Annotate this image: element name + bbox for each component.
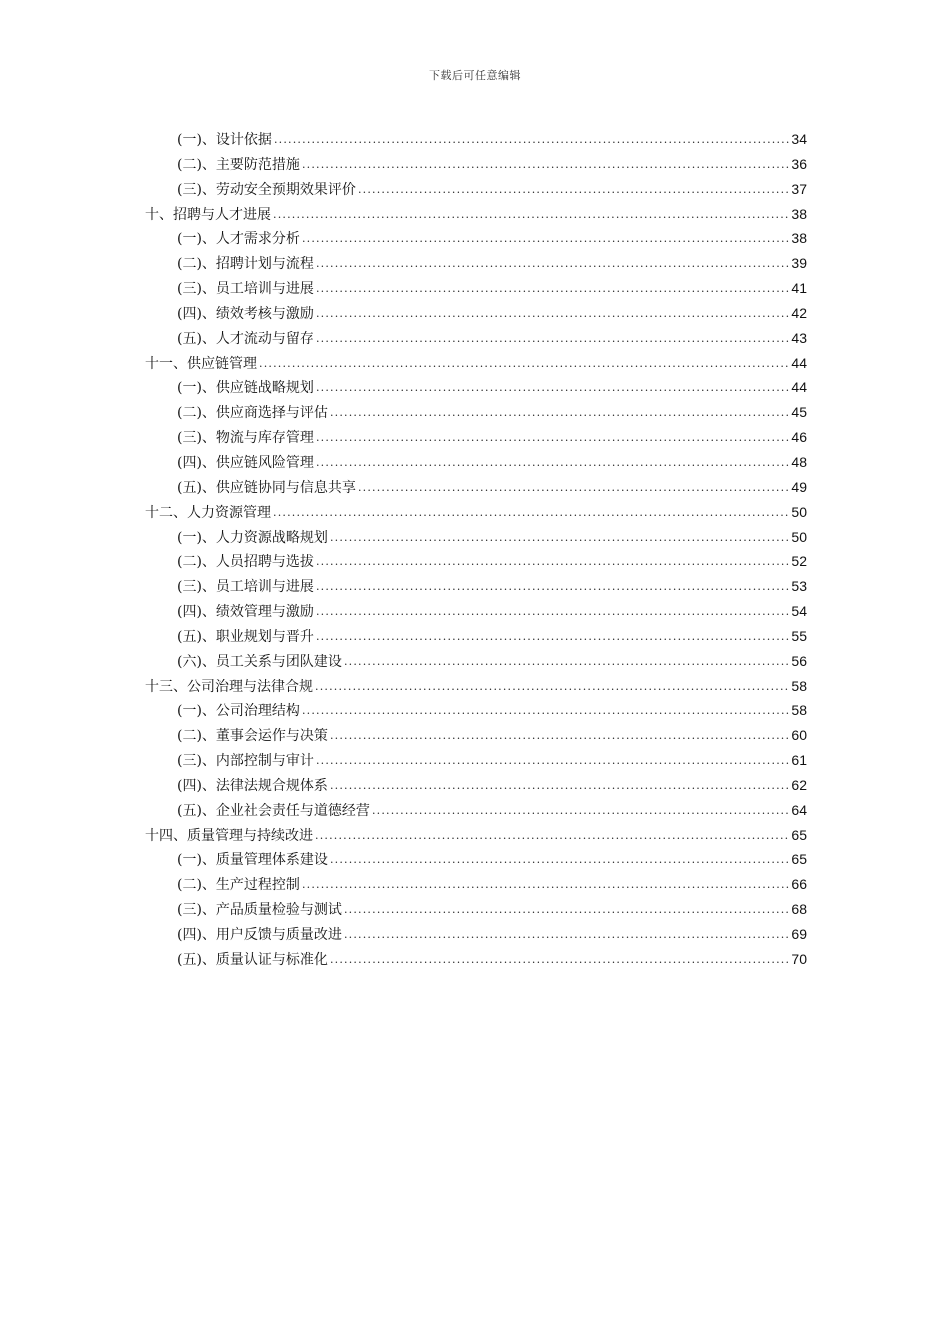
toc-section-entry[interactable]: [145, 922, 807, 947]
toc-chapter-entry[interactable]: [145, 823, 807, 848]
toc-entry-page-number: 54: [791, 603, 807, 620]
toc-entry-page-number: 41: [791, 280, 807, 297]
toc-section-entry[interactable]: [145, 251, 807, 276]
toc-dot-leader: [273, 203, 789, 228]
toc-entry-title: (二)、生产过程控制: [177, 877, 300, 894]
toc-chapter-entry[interactable]: [145, 202, 807, 227]
toc-section-entry[interactable]: [145, 276, 807, 301]
toc-dot-leader: [344, 650, 789, 675]
toc-entry-title: (五)、质量认证与标准化: [177, 951, 328, 968]
toc-entry-title: (三)、员工培训与进展: [177, 579, 314, 596]
toc-dot-leader: [372, 799, 789, 824]
toc-entry-title: (四)、绩效考核与激励: [177, 305, 314, 322]
toc-entry-page-number: 43: [791, 329, 807, 346]
toc-dot-leader: [316, 550, 789, 575]
toc-entry-title: (一)、公司治理结构: [177, 703, 300, 720]
toc-entry-page-number: 37: [791, 180, 807, 197]
toc-entry-title: (二)、主要防范措施: [177, 156, 300, 173]
toc-section-entry[interactable]: [145, 624, 807, 649]
toc-entry-title: (二)、人员招聘与选拔: [177, 554, 314, 571]
toc-section-entry[interactable]: [145, 723, 807, 748]
toc-entry-page-number: 44: [791, 354, 807, 371]
toc-chapter-entry[interactable]: [145, 500, 807, 525]
toc-dot-leader: [330, 724, 789, 749]
toc-chapter-entry[interactable]: [145, 674, 807, 699]
toc-section-entry[interactable]: [145, 177, 807, 202]
toc-dot-leader: [316, 327, 789, 352]
toc-section-entry[interactable]: [145, 152, 807, 177]
toc-section-entry[interactable]: [145, 872, 807, 897]
toc-dot-leader: [330, 401, 789, 426]
toc-entry-page-number: 49: [791, 478, 807, 495]
toc-entry-title: (四)、供应链风险管理: [177, 454, 314, 471]
toc-entry-page-number: 34: [791, 131, 807, 147]
toc-entry-title: 十四、质量管理与持续改进: [145, 827, 313, 844]
toc-section-entry[interactable]: [145, 425, 807, 450]
toc-entry-title: (五)、供应链协同与信息共享: [177, 479, 356, 496]
toc-dot-leader: [330, 848, 789, 873]
toc-dot-leader: [315, 675, 789, 700]
toc-entry-page-number: 46: [791, 429, 807, 446]
toc-entry-page-number: 38: [791, 205, 807, 222]
toc-section-entry[interactable]: [145, 127, 807, 152]
toc-entry-page-number: 50: [791, 503, 807, 520]
toc-entry-title: (四)、绩效管理与激励: [177, 604, 314, 621]
toc-dot-leader: [316, 376, 789, 401]
page-header: 下载后可任意编辑: [429, 69, 521, 82]
toc-entry-page-number: 58: [791, 702, 807, 719]
toc-section-entry[interactable]: [145, 549, 807, 574]
toc-section-entry[interactable]: [145, 847, 807, 872]
toc-dot-leader: [358, 178, 789, 203]
toc-dot-leader: [316, 625, 789, 650]
toc-entry-page-number: 42: [791, 304, 807, 321]
toc-entry-page-number: 36: [791, 155, 807, 172]
toc-entry-page-number: 60: [791, 727, 807, 744]
toc-dot-leader: [316, 575, 789, 600]
toc-dot-leader: [316, 600, 789, 625]
toc-section-entry[interactable]: [145, 773, 807, 798]
toc-dot-leader: [302, 873, 789, 898]
toc-entry-title: (二)、供应商选择与评估: [177, 405, 328, 422]
toc-entry-title: (五)、企业社会责任与道德经营: [177, 802, 370, 819]
toc-entry-page-number: 50: [791, 528, 807, 545]
toc-entry-title: (四)、用户反馈与质量改进: [177, 927, 342, 943]
toc-section-entry[interactable]: [145, 574, 807, 599]
toc-dot-leader: [302, 153, 789, 178]
toc-section-entry[interactable]: [145, 450, 807, 475]
toc-entry-page-number: 56: [791, 652, 807, 669]
toc-section-entry[interactable]: [145, 649, 807, 674]
toc-section-entry[interactable]: [145, 947, 807, 972]
toc-entry-page-number: 68: [791, 901, 807, 918]
toc-section-entry[interactable]: [145, 798, 807, 823]
toc-entry-page-number: 65: [791, 826, 807, 843]
toc-entry-page-number: 45: [791, 404, 807, 421]
toc-dot-leader: [316, 277, 789, 302]
toc-entry-page-number: 62: [791, 776, 807, 793]
toc-dot-leader: [315, 824, 789, 849]
toc-entry-title: (三)、产品质量检验与测试: [177, 902, 342, 919]
toc-dot-leader: [344, 923, 789, 948]
toc-entry-page-number: 65: [791, 851, 807, 868]
toc-section-entry[interactable]: [145, 400, 807, 425]
toc-entry-page-number: 61: [791, 752, 807, 769]
toc-dot-leader: [302, 699, 789, 724]
toc-section-entry[interactable]: [145, 326, 807, 351]
toc-entry-page-number: 44: [791, 379, 807, 396]
toc-entry-title: (二)、招聘计划与流程: [177, 256, 314, 273]
toc-entry-title: 十、招聘与人才进展: [145, 206, 271, 223]
table-of-contents: [145, 127, 807, 972]
toc-entry-page-number: 70: [791, 950, 807, 967]
toc-section-entry[interactable]: [145, 301, 807, 326]
toc-dot-leader: [316, 252, 789, 277]
toc-dot-leader: [358, 476, 789, 501]
toc-section-entry[interactable]: [145, 525, 807, 550]
toc-entry-title: 十三、公司治理与法律合规: [145, 678, 313, 695]
toc-entry-title: 十一、供应链管理: [145, 355, 257, 372]
toc-entry-page-number: 48: [791, 453, 807, 470]
toc-entry-page-number: 69: [791, 926, 807, 942]
toc-entry-title: 十二、人力资源管理: [145, 504, 271, 521]
toc-entry-title: (三)、物流与库存管理: [177, 430, 314, 447]
toc-entry-page-number: 58: [791, 677, 807, 694]
toc-dot-leader: [302, 227, 789, 252]
toc-entry-title: (六)、员工关系与团队建设: [177, 653, 342, 670]
toc-dot-leader: [330, 774, 789, 799]
toc-section-entry[interactable]: [145, 698, 807, 723]
toc-dot-leader: [316, 451, 789, 476]
toc-entry-title: (一)、质量管理体系建设: [177, 852, 328, 869]
toc-dot-leader: [316, 302, 789, 327]
toc-dot-leader: [344, 898, 789, 923]
toc-entry-page-number: 55: [791, 627, 807, 644]
toc-entry-title: (一)、人才需求分析: [177, 231, 300, 248]
toc-entry-page-number: 52: [791, 553, 807, 570]
toc-dot-leader: [316, 426, 789, 451]
toc-entry-title: (三)、劳动安全预期效果评价: [177, 181, 356, 198]
toc-entry-page-number: 64: [791, 801, 807, 818]
toc-entry-page-number: 53: [791, 578, 807, 595]
toc-entry-title: (四)、法律法规合规体系: [177, 777, 328, 794]
toc-dot-leader: [330, 526, 789, 551]
toc-entry-title: (一)、人力资源战略规划: [177, 529, 328, 546]
toc-dot-leader: [273, 501, 789, 526]
toc-section-entry[interactable]: [145, 226, 807, 251]
toc-section-entry[interactable]: [145, 375, 807, 400]
toc-entry-page-number: 39: [791, 255, 807, 272]
toc-section-entry[interactable]: [145, 475, 807, 500]
toc-entry-page-number: 66: [791, 876, 807, 893]
toc-section-entry[interactable]: [145, 748, 807, 773]
toc-entry-title: (三)、员工培训与进展: [177, 281, 314, 298]
toc-entry-page-number: 38: [791, 230, 807, 247]
toc-entry-title: (一)、设计依据: [177, 132, 272, 148]
toc-section-entry[interactable]: [145, 599, 807, 624]
toc-dot-leader: [316, 749, 789, 774]
toc-entry-title: (二)、董事会运作与决策: [177, 728, 328, 745]
toc-dot-leader: [330, 948, 789, 973]
toc-entry-title: (五)、职业规划与晋升: [177, 628, 314, 645]
toc-dot-leader: [259, 352, 789, 377]
toc-entry-title: (五)、人才流动与留存: [177, 330, 314, 347]
toc-chapter-entry[interactable]: [145, 351, 807, 376]
toc-section-entry[interactable]: [145, 897, 807, 922]
toc-entry-title: (三)、内部控制与审计: [177, 753, 314, 770]
toc-dot-leader: [274, 128, 789, 153]
toc-entry-title: (一)、供应链战略规划: [177, 380, 314, 397]
